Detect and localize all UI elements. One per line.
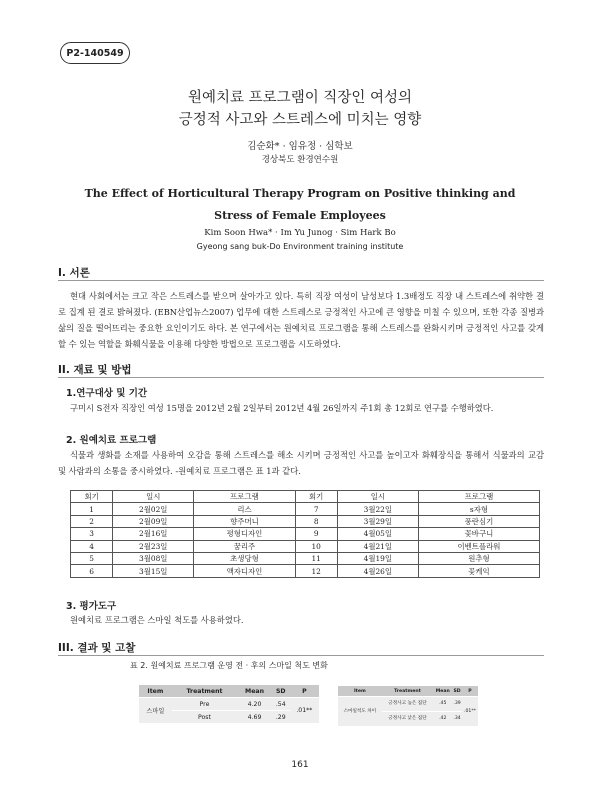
sd-cell: .54	[272, 698, 290, 711]
table-row	[71, 540, 540, 552]
results-heading: III. 결과 및 고찰	[58, 642, 136, 654]
english-authors: Kim Soon Hwa* · Im Yu Junog · Sim Hark Bo	[204, 228, 396, 238]
mean-cell: 4.20	[237, 698, 272, 711]
english-title-line-2: Stress of Female Employees	[214, 209, 386, 222]
table-cell: 2월16일	[113, 528, 194, 540]
table-cell: 2	[71, 515, 113, 527]
sd-cell: .29	[272, 711, 290, 724]
korean-affiliation: 경상북도 환경연수원	[261, 155, 339, 165]
table-cell: 향주머니	[194, 515, 295, 527]
smile-scale-table	[139, 685, 319, 723]
english-affiliation: Gyeong sang buk-Do Environment training institute	[196, 242, 404, 251]
sd-cell: .34	[452, 712, 462, 727]
header-program: 프로그램	[194, 491, 295, 503]
subsection-2-heading: 2. 원예치료 프로그램	[66, 435, 157, 446]
header-date: 일시	[113, 491, 194, 503]
table-cell: 이벤트플라워	[418, 540, 539, 552]
table-header-row	[71, 491, 540, 503]
intro-paragraph	[58, 288, 544, 352]
mean-cell: .45	[433, 697, 452, 712]
header-p: P	[462, 686, 478, 697]
table-cell: 4월05일	[337, 528, 418, 540]
table-cell: 4월26일	[337, 565, 418, 577]
table-cell: 2월02일	[113, 503, 194, 515]
item-cell: 스마일척도 차이	[338, 697, 382, 727]
table-cell: 2월23일	[113, 540, 194, 552]
methods-heading: II. 재료 및 방법	[58, 364, 132, 376]
smile-difference-table	[338, 686, 478, 726]
intro-heading: I. 서론	[58, 267, 90, 279]
table-cell: 4월21일	[337, 540, 418, 552]
table-cell: 5	[71, 552, 113, 564]
program-schedule-table	[70, 490, 540, 578]
table-row	[139, 698, 319, 711]
header-session: 회기	[295, 491, 337, 503]
methods-divider	[58, 377, 544, 378]
subsection-3-text: 원예치료 프로그램은 스마일 척도를 사용하였다.	[70, 615, 244, 625]
table-cell: 3월22일	[337, 503, 418, 515]
table-row	[71, 565, 540, 577]
subsection-3-paragraph	[58, 612, 544, 628]
table-cell: 꽃케익	[418, 565, 539, 577]
english-title	[60, 183, 540, 227]
item-cell: 스마일	[139, 698, 172, 724]
table-cell: 리스	[194, 503, 295, 515]
mean-cell: 4.69	[237, 711, 272, 724]
table-row	[71, 528, 540, 540]
korean-authors: 김순화* · 임유정 · 심학보	[247, 141, 353, 152]
header-sd: SD	[272, 685, 290, 698]
korean-title	[60, 87, 540, 131]
treatment-cell: Pre	[172, 698, 238, 711]
table-row	[338, 697, 478, 712]
table-cell: 11	[295, 552, 337, 564]
korean-title-line-2: 긍정적 사고와 스트레스에 미치는 영향	[178, 112, 422, 128]
p-cell: .01**	[462, 697, 478, 727]
table-cell: 4	[71, 540, 113, 552]
mean-cell: .42	[433, 712, 452, 727]
table-row	[71, 503, 540, 515]
table-cell: 꿈리주	[194, 540, 295, 552]
p-cell: .01**	[290, 698, 319, 724]
table-cell: 4월19일	[337, 552, 418, 564]
table-cell: 12	[295, 565, 337, 577]
table-cell: 3월15일	[113, 565, 194, 577]
table-2-caption: 표 2. 원예치료 프로그램 운영 전 · 후의 스마일 척도 변화	[130, 661, 328, 670]
table-cell: 풍란심기	[418, 515, 539, 527]
table-cell: 원추형	[418, 552, 539, 564]
sd-cell: .39	[452, 697, 462, 712]
table-cell: 10	[295, 540, 337, 552]
table-header-row	[338, 686, 478, 697]
subsection-3-heading: 3. 평가도구	[66, 601, 117, 612]
subsection-2-paragraph	[58, 447, 544, 479]
table-cell: 8	[295, 515, 337, 527]
header-mean: Mean	[237, 685, 272, 698]
subsection-1-heading: 1.연구대상 및 기간	[66, 388, 148, 399]
table-row	[71, 552, 540, 564]
table-cell: 평형디자인	[194, 528, 295, 540]
header-p: P	[290, 685, 319, 698]
english-title-line-1: The Effect of Horticultural Therapy Program on Positive thinking and	[84, 187, 516, 200]
table-cell: 6	[71, 565, 113, 577]
intro-divider	[58, 280, 544, 281]
header-session: 회기	[71, 491, 113, 503]
intro-text: 현대 사회에서는 크고 작은 스트레스를 받으며 살아가고 있다. 특히 직장 여성이 남성보다 1.3배정도 직장 내 스트레스에 취약한 결로 집계 된 결로 밝혀졌다. (EBN산업뉴스2007) 업무에 대한 스트레스로 긍정적인 사고에 큰 영향을 미칠 수 있으며, 또한 각종 질병과 삶의 질을 떨어뜨리는 중요한 요인이기도 하다. 본 연구에서는 원예치료 프로그램을 통해 스트레스를 완화시키며 긍정적인 사고를 갖게 할 수 있는 역할을 화훼식물을 이용해 다양한 방법으로 프로그램을 시도하였다.	[58, 291, 544, 349]
header-sd: SD	[452, 686, 462, 697]
table-cell: 9	[295, 528, 337, 540]
subsection-2-text: 식물과 생화를 소재를 사용하여 오감을 통해 스트레스를 해소 시키며 긍정적인 사고를 높이고자 화훼장식을 통해서 식물과의 교감 및 사람과의 소통을 중시하였다. -원예치료 프로그램은 표 1과 같다.	[58, 450, 544, 476]
page-number: 161	[291, 760, 309, 770]
table-cell: 꽃바구니	[418, 528, 539, 540]
subsection-1-paragraph	[58, 400, 544, 416]
header-item: Item	[139, 685, 172, 698]
header-treatment: Treatment	[382, 686, 434, 697]
header-program: 프로그램	[418, 491, 539, 503]
treatment-cell: 긍정사고 높은 집단	[382, 697, 434, 712]
paper-code-badge: P2-140549	[60, 42, 130, 64]
treatment-cell: Post	[172, 711, 238, 724]
table-row	[71, 515, 540, 527]
table-cell: 7	[295, 503, 337, 515]
header-mean: Mean	[433, 686, 452, 697]
header-date: 일시	[337, 491, 418, 503]
table-cell: 2월09일	[113, 515, 194, 527]
table-header-row	[139, 685, 319, 698]
header-treatment: Treatment	[172, 685, 238, 698]
header-item: Item	[338, 686, 382, 697]
results-divider	[58, 655, 544, 656]
table-cell: 3	[71, 528, 113, 540]
subsection-1-text: 구미시 S전자 직장인 여성 15명을 2012년 2월 2일부터 2012년 4월 26일까지 주1회 총 12회로 연구를 수행하였다.	[70, 403, 494, 413]
table-cell: s자형	[418, 503, 539, 515]
table-cell: 1	[71, 503, 113, 515]
table-cell: 초생당형	[194, 552, 295, 564]
treatment-cell: 긍정사고 낮은 집단	[382, 712, 434, 727]
table-cell: 액자디자인	[194, 565, 295, 577]
table-cell: 3월08일	[113, 552, 194, 564]
table-cell: 3월29일	[337, 515, 418, 527]
korean-title-line-1: 원예치료 프로그램이 직장인 여성의	[188, 90, 412, 106]
